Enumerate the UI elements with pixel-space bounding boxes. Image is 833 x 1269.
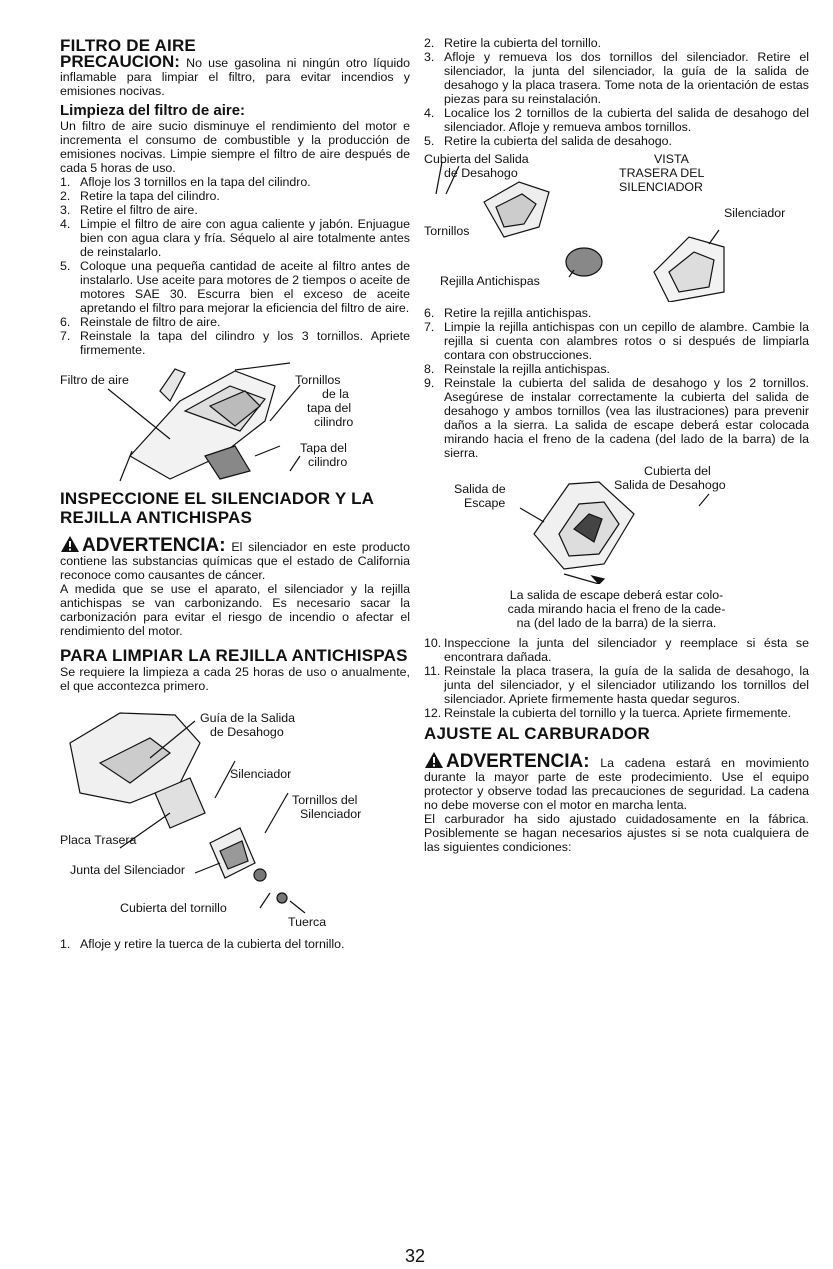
list-item-number: 5. (60, 259, 71, 273)
label-vista-2: TRASERA DEL (619, 166, 705, 180)
label-tornillos-sil-2: Silenciador (300, 807, 362, 821)
list-item-text: Limpie la rejilla antichispas con un cepillo de alambre. Cambie la rejilla si cuenta con alambres rotos o si después de limpiarla contara con obstrucciones. (444, 320, 809, 362)
left-column (60, 36, 410, 951)
list-item-number: 7. (424, 320, 435, 334)
list-item-text: Reinstale de filtro de aire. (80, 315, 221, 329)
list-item-number: 5. (424, 134, 435, 148)
steps-rejilla-list-2 (424, 36, 809, 148)
list-item-text: Reinstale la rejilla antichispas. (444, 362, 610, 376)
carburador-paragraph: El carburador ha sido ajustado cuidadosamente en la fábrica. Posiblemente se hagan necesarios ajustes si se nota cualquiera de las siguientes condiciones: (424, 812, 809, 854)
list-item-text: Reinstale la cubierta del salida de desahogo y los 2 tornillos. Asegúrese de instalar correctamente la cubierta del salida de desahogo y ambos tornillos (vea las ilustraciones) para prevenir daños a la sierra. La salida de escape deberá estar colocada mirando hacia el freno de la cadena (del lado de la barra) de la sierra. (444, 376, 809, 460)
list-item (424, 36, 809, 50)
list-item-text: Retire la cubierta del salida de desahogo. (444, 134, 672, 148)
list-item (424, 134, 809, 148)
heading-inspeccione: INSPECCIONE EL SILENCIADOR Y LA REJILLA ANTICHISPAS (60, 489, 374, 527)
label-silenciador-right: Silenciador (724, 206, 786, 220)
label-tapa-2: cilindro (308, 455, 348, 469)
label-silenciador: Silenciador (230, 767, 292, 781)
list-item-text: Reinstale la placa trasera, la guía de la salida de desahogo, la junta del silenciador, y el silenciador utilizando los tornillos del silenciador. Apriete firmemente hasta quedar seguros. (444, 664, 809, 706)
list-item (424, 50, 809, 106)
limpieza-paragraph: Un filtro de aire sucio disminuye el rendimiento del motor e incrementa el consumo de combustible y la producción de emisiones nocivas. Limpie siempre el filtro de aire después de cada 5 horas de uso. (60, 119, 410, 175)
label-tornillos-sil-1: Tornillos del (292, 793, 358, 807)
list-item-text: Reinstale la cubierta del tornillo y la tuerca. Apriete firmemente. (444, 706, 792, 720)
label-guia-2: de Desahogo (210, 725, 284, 739)
list-item (60, 217, 410, 259)
label-salida-desahogo: Salida de Desahogo (614, 478, 726, 492)
list-item-number: 9. (424, 376, 435, 390)
list-item (60, 175, 410, 189)
list-item (60, 315, 410, 329)
precaucion-lead: PRECAUCION: (60, 52, 180, 71)
list-item-number: 3. (60, 203, 71, 217)
heading-filtro-de-aire: FILTRO DE AIRE (60, 36, 196, 55)
heading-limpieza: Limpieza del filtro de aire: (60, 102, 246, 119)
right-column (424, 36, 809, 854)
warning-icon (424, 751, 444, 769)
label-escape: Escape (464, 496, 506, 510)
precaucion-paragraph (60, 52, 410, 98)
list-item-text: Retire el filtro de aire. (80, 203, 198, 217)
list-item-number: 3. (424, 50, 435, 64)
label-tornillos-3: tapa del (307, 401, 352, 415)
label-tornillos-4: cilindro (314, 415, 354, 429)
steps-rejilla-list-3 (424, 306, 809, 460)
figure-vista-trasera (424, 152, 809, 302)
list-item-text: Reinstale la tapa del cilindro y los 3 tornillos. Apriete firmemente. (80, 329, 410, 357)
list-item (60, 203, 410, 217)
warning-icon (60, 535, 80, 553)
advertencia-text: El silenciador en este producto contiene las substancias químicas que el estado de California reconoce como causantes de cáncer. (60, 540, 410, 582)
list-item-number: 8. (424, 362, 435, 376)
figure-salida-escape (424, 464, 809, 584)
page-number: 32 (405, 1246, 426, 1266)
list-item (424, 106, 809, 134)
steps-rejilla-list-1 (60, 937, 410, 951)
medida-paragraph: A medida que se use el aparato, el silenciador y la rejilla antichispas se van carbonizando. Es necesario sacar la carbonización para evitar el riesgo de incendio o afectar el rendimiento del motor. (60, 582, 410, 638)
list-item (424, 664, 809, 706)
label-tornillos-1: Tornillos (295, 373, 341, 387)
figure-filtro-de-aire (60, 361, 410, 483)
steps-filtro-list (60, 175, 410, 357)
list-item-number: 2. (424, 36, 435, 50)
list-item (424, 362, 809, 376)
list-item-number: 1. (60, 937, 71, 951)
list-item-text: Retire la cubierta del tornillo. (444, 36, 602, 50)
heading-limpiar-rejilla: PARA LIMPIAR LA REJILLA ANTICHISPAS (60, 646, 408, 665)
list-item (424, 320, 809, 362)
label-cubierta-tornillo: Cubierta del tornillo (120, 901, 227, 915)
list-item (60, 329, 410, 357)
label-junta: Junta del Silenciador (70, 863, 186, 877)
label-tornillos-right: Tornillos (424, 224, 470, 238)
list-item (424, 706, 809, 720)
list-item-number: 2. (60, 189, 71, 203)
list-item-number: 12. (424, 706, 442, 720)
steps-rejilla-list-4 (424, 636, 809, 720)
label-cubierta-salida-2: de Desahogo (444, 166, 518, 180)
advertencia-paragraph (60, 535, 410, 582)
list-item-text: Afloje y retire la tuerca de la cubierta del tornillo. (80, 937, 345, 951)
label-cubierta-del: Cubierta del (644, 464, 711, 478)
figure-caption-line-3: na (del lado de la barra) de la sierra. (516, 616, 717, 630)
list-item (60, 189, 410, 203)
label-placa-trasera: Placa Trasera (60, 833, 137, 847)
list-item-text: Inspeccione la junta del silenciador y reemplace si ésta se encontrara dañada. (444, 636, 809, 664)
list-item-number: 4. (424, 106, 435, 120)
list-item-number: 10. (424, 636, 442, 650)
label-guia-1: Guía de la Salida (200, 711, 296, 725)
label-cubierta-salida-1: Cubierta del Salida (424, 152, 529, 166)
list-item-text: Retire la rejilla antichispas. (444, 306, 592, 320)
advertencia-word-carb: ADVERTENCIA: (446, 751, 590, 772)
advertencia-word: ADVERTENCIA: (82, 535, 226, 556)
heading-ajuste-carburador: AJUSTE AL CARBURADOR (424, 724, 650, 743)
list-item-text: Localice los 2 tornillos de la cubierta del salida de desahogo del silenciador. Afloje y remueva ambos tornillos. (444, 106, 809, 134)
label-salida-de: Salida de (454, 482, 506, 496)
list-item-text: Afloje y remueva los dos tornillos del silenciador. Retire el silenciador, la junta del silenciador, la guía de la salida de desahogo y la placa trasera. Tome nota de la orientación de estas piezas para su reinstalación. (444, 50, 809, 106)
label-rejilla: Rejilla Antichispas (440, 274, 540, 288)
figure-caption-line-1: La salida de escape deberá estar colo- (509, 588, 724, 602)
list-item (60, 937, 410, 951)
list-item-text: Retire la tapa del cilindro. (80, 189, 220, 203)
figure-caption-line-2: cada mirando hacia el freno de la cade- (507, 602, 726, 616)
list-item-number: 11. (424, 664, 441, 678)
label-tapa-1: Tapa del (300, 441, 347, 455)
label-vista-1: VISTA (654, 152, 689, 166)
list-item-number: 6. (424, 306, 435, 320)
label-tuerca: Tuerca (288, 915, 327, 929)
limpiar-paragraph: Se requiere la limpieza a cada 25 horas de uso o anualmente, el que accontezca primero. (60, 665, 410, 693)
list-item-text: Afloje los 3 tornillos en la tapa del cilindro. (80, 175, 311, 189)
precaucion-text: No use gasolina ni ningún otro líquido inflamable para limpiar el filtro, para evitar incendios y emisiones nocivas. (60, 56, 410, 98)
list-item (60, 259, 410, 315)
list-item-number: 6. (60, 315, 71, 329)
list-item-number: 4. (60, 217, 71, 231)
list-item (424, 306, 809, 320)
list-item-number: 7. (60, 329, 71, 343)
list-item (424, 636, 809, 664)
advertencia-text-carb: La cadena estará en movimiento durante la mayor parte de este prodecimiento. Use el equipo protector y observe todad las precauciones de seguridad. La cadena no debe moverse con el motor en marcha lenta. (424, 756, 809, 812)
label-vista-3: SILENCIADOR (619, 180, 703, 194)
figure-silenciador-parts (60, 703, 410, 933)
label-tornillos-2: de la (322, 387, 349, 401)
advertencia-carb-paragraph (424, 751, 809, 812)
list-item-text: Limpie el filtro de aire con agua caliente y jabón. Enjuague bien con agua clara y fría. Séquelo al aire totalmente antes de reinstalarlo. (80, 217, 410, 259)
list-item-text: Coloque una pequeña cantidad de aceite al filtro antes de instalarlo. Use aceite para motores de 2 tiempos o aceite de motores SAE 30. Escurra bien el exceso de aceite apretando el filtro para mejorar la eficiencia del filtro de aire. (80, 259, 410, 315)
label-filtro-de-aire: Filtro de aire (60, 373, 129, 387)
list-item (424, 376, 809, 460)
list-item-number: 1. (60, 175, 71, 189)
